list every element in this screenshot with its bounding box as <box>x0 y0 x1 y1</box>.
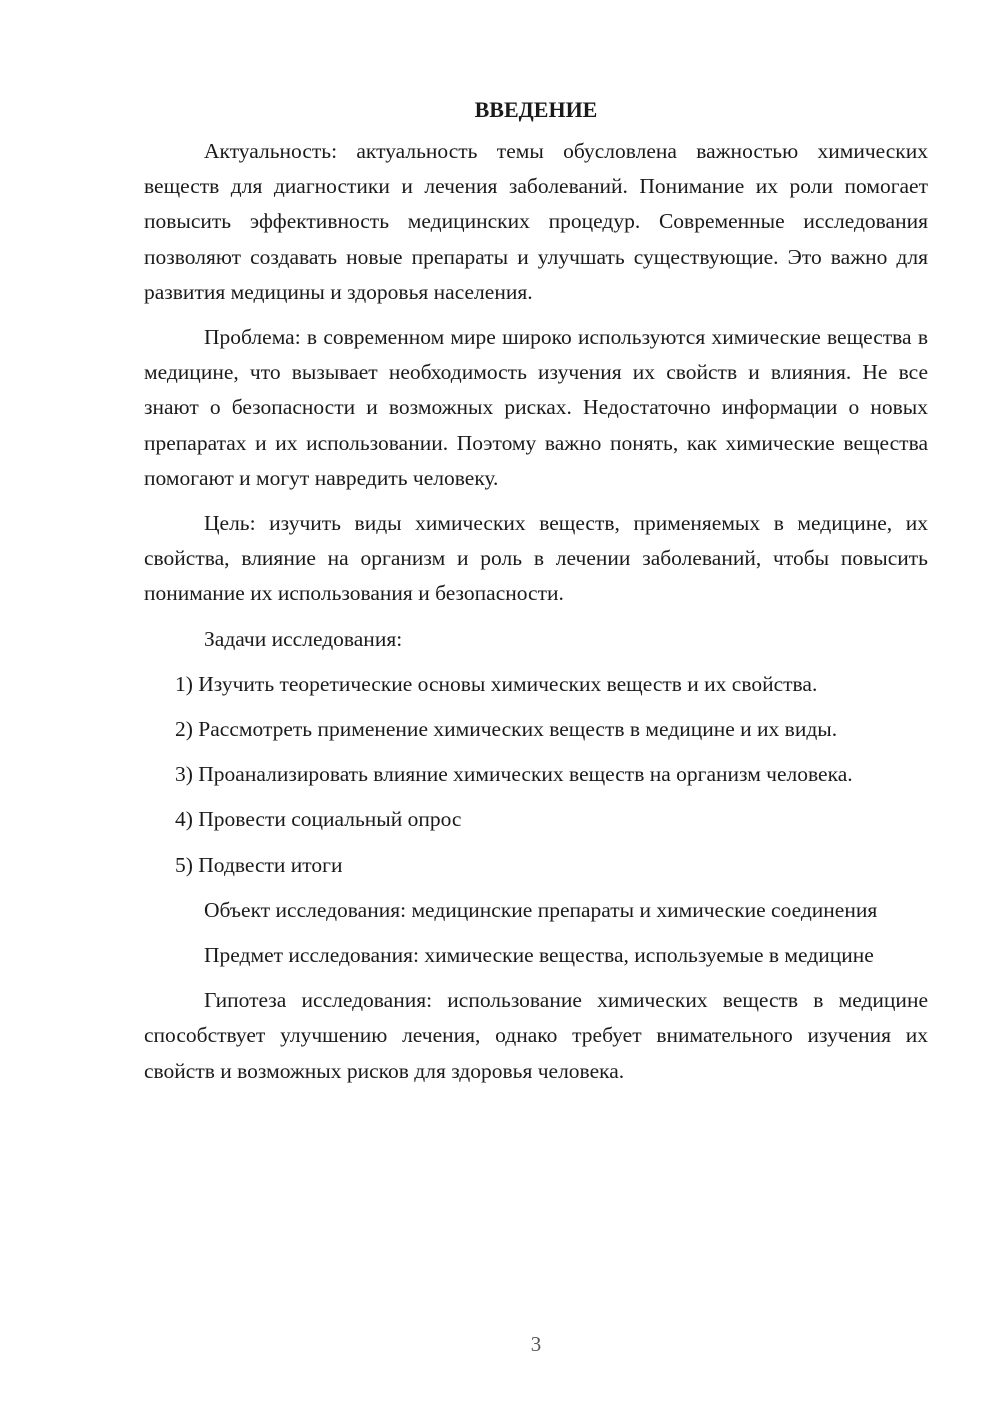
page-number: 3 <box>530 1332 542 1356</box>
tasks-heading: Задачи исследования: <box>204 626 403 651</box>
task-item: 2) Рассмотреть применение химических веществ в медицине и их виды. <box>175 717 838 742</box>
subject-paragraph: Предмет исследования: химические вещества, используемые в медицине <box>204 943 874 968</box>
goal-paragraph: Цель: изучить виды химических веществ, применяемых в медицине, их свойства, влияние на организм и роль в лечении заболеваний, чтобы повысить понимание их использования и безопасности. <box>144 511 928 606</box>
task-item: 4) Провести социальный опрос <box>175 807 462 832</box>
task-item: 1) Изучить теоретические основы химических веществ и их свойства. <box>175 671 818 696</box>
relevance-paragraph: Актуальность: актуальность темы обусловлена важностью химических веществ для диагностики и лечения заболеваний. Понимание их роли помогает повысить эффективность медицинских процедур. Современные исследования позволяют создавать новые препараты и улучшать существующие. Это важно для развития медицины и здоровья населения. <box>144 139 928 304</box>
hypothesis-paragraph: Гипотеза исследования: использование химических веществ в медицине способствует улучшению лечения, однако требует внимательного изучения их свойств и возможных рисков для здоровья человека. <box>144 988 928 1083</box>
problem-paragraph: Проблема: в современном мире широко используются химические вещества в медицине, что вызывает необходимость изучения их свойств и влияния. Не все знают о безопасности и возможных рисках. Недостаточно информации о новых препаратах и их использовании. Поэтому важно понять, как химические вещества помогают и могут навредить человеку. <box>144 325 928 490</box>
document-page <box>144 92 928 1099</box>
page-title: ВВЕДЕНИЕ <box>474 97 598 122</box>
task-item: 5) Подвести итоги <box>175 852 343 877</box>
object-paragraph: Объект исследования: медицинские препараты и химические соединения <box>204 897 878 922</box>
task-item: 3) Проанализировать влияние химических веществ на организм человека. <box>175 762 853 787</box>
